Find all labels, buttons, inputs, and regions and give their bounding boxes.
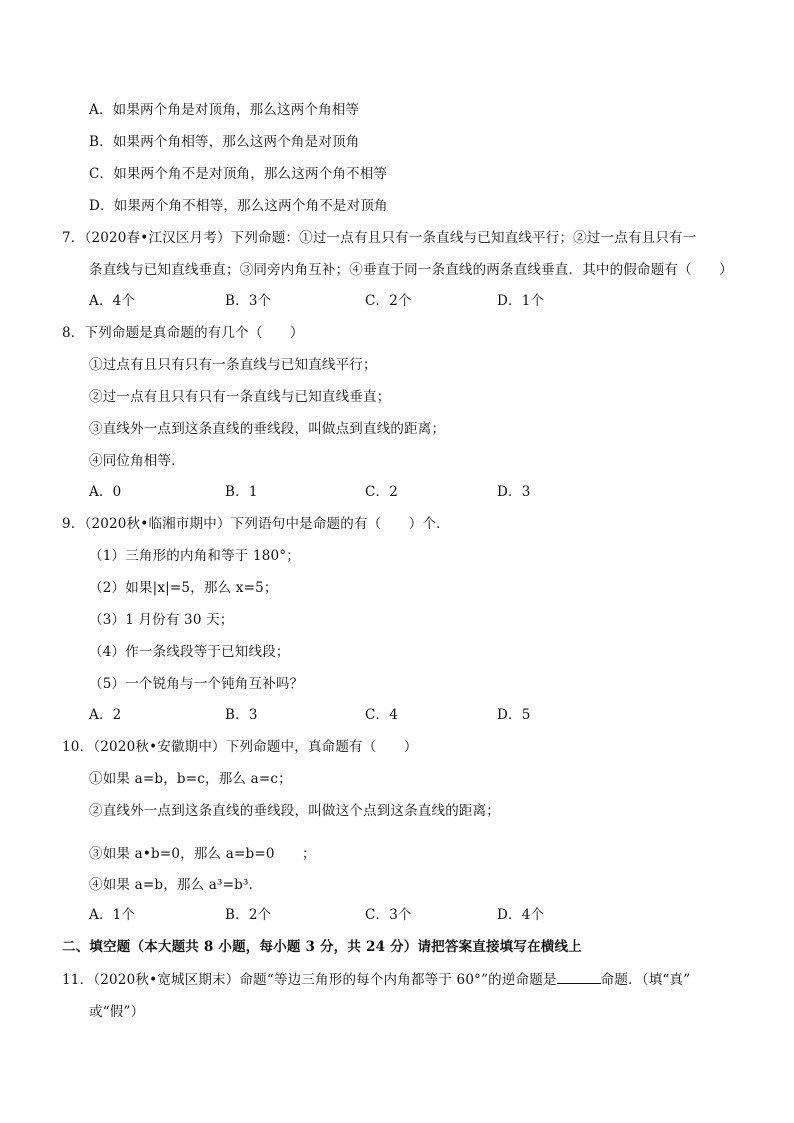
q11-stem-after: 命题．（填“真” xyxy=(600,972,691,988)
q10-option-b: B．2个 xyxy=(225,907,272,923)
q8-option-a: A．0 xyxy=(89,484,122,500)
q10-item-2: ②直线外一点到这条直线的垂线段，叫做这个点到这条直线的距离； xyxy=(89,803,500,819)
q10-item-3: ③如果 a•b=0，那么 a=b=0 ； xyxy=(89,846,316,862)
q9-item-3: （3）1 月份有 30 天； xyxy=(89,612,234,628)
q9-stem: 9．（2020秋•临湘市期中）下列语句中是命题的有（ ）个． xyxy=(62,516,450,532)
q9-item-4: （4）作一条线段等于已知线段； xyxy=(89,644,290,660)
q7-stem-line2: 条直线与已知直线垂直；③同旁内角互补；④垂直于同一条直线的两条直线垂直．其中的假命题有（ ） xyxy=(89,262,733,278)
q7-option-c: C．2个 xyxy=(365,293,412,309)
q11-answer-blank[interactable] xyxy=(557,971,601,984)
q8-option-d: D．3 xyxy=(497,484,531,500)
q6-option-b: B．如果两个角相等，那么这两个角是对顶角 xyxy=(89,134,360,150)
q6-option-d: D．如果两个角不相等，那么这两个角不是对顶角 xyxy=(89,198,388,214)
q7-option-a: A．4个 xyxy=(89,293,136,309)
q6-option-c: C．如果两个角不是对顶角，那么这两个角不相等 xyxy=(89,166,388,182)
q8-option-b: B．1 xyxy=(225,484,258,500)
q10-stem: 10．（2020秋•安徽期中）下列命题中，真命题有（ ） xyxy=(62,739,418,755)
q9-item-5: （5）一个锐角与一个钝角互补吗？ xyxy=(89,676,304,692)
q9-option-c: C．4 xyxy=(365,707,399,723)
q10-item-1: ①如果 a=b，b=c，那么 a=c； xyxy=(89,771,292,787)
q10-option-d: D．4个 xyxy=(497,907,545,923)
q8-item-1: ①过点有且只有只有一条直线与已知直线平行； xyxy=(89,357,377,373)
section-2-heading: 二、填空题（本大题共 8 小题，每小题 3 分，共 24 分）请把答案直接填写在横线上 xyxy=(62,939,582,955)
q8-stem: 8．下列命题是真命题的有几个（ ） xyxy=(62,325,304,341)
q8-item-4: ④同位角相等． xyxy=(89,453,185,469)
q8-item-3: ③直线外一点到这条直线的垂线段，叫做点到直线的距离； xyxy=(89,421,446,437)
q10-option-a: A．1个 xyxy=(89,907,136,923)
q9-item-2: （2）如果|x|=5，那么 x=5； xyxy=(89,580,278,596)
q10-option-c: C．3个 xyxy=(365,907,412,923)
q7-stem-line1: 7．（2020春•江汉区月考）下列命题：①过一点有且只有一条直线与已知直线平行；②过一点有且只有一 xyxy=(62,230,697,246)
q11-stem-before: 11．（2020秋•宽城区期末）命题“等边三角形的每个内角都等于 60°”的逆命题是 xyxy=(62,972,557,988)
q7-option-d: D．1个 xyxy=(497,293,545,309)
q11-stem-line1 xyxy=(62,970,690,990)
q9-item-1: （1）三角形的内角和等于 180°； xyxy=(89,548,300,564)
q9-option-d: D．5 xyxy=(497,707,531,723)
q8-option-c: C．2 xyxy=(365,484,399,500)
q8-item-2: ②过一点有且只有只有一条直线与已知直线垂直； xyxy=(89,389,391,405)
q7-option-b: B．3个 xyxy=(225,293,272,309)
q9-option-b: B．3 xyxy=(225,707,258,723)
q9-option-a: A．2 xyxy=(89,707,122,723)
q11-stem-line2: 或“假”） xyxy=(89,1004,145,1020)
q10-item-4: ④如果 a=b，那么 a³=b³． xyxy=(89,877,263,893)
q6-option-a: A．如果两个角是对顶角，那么这两个角相等 xyxy=(89,102,360,118)
